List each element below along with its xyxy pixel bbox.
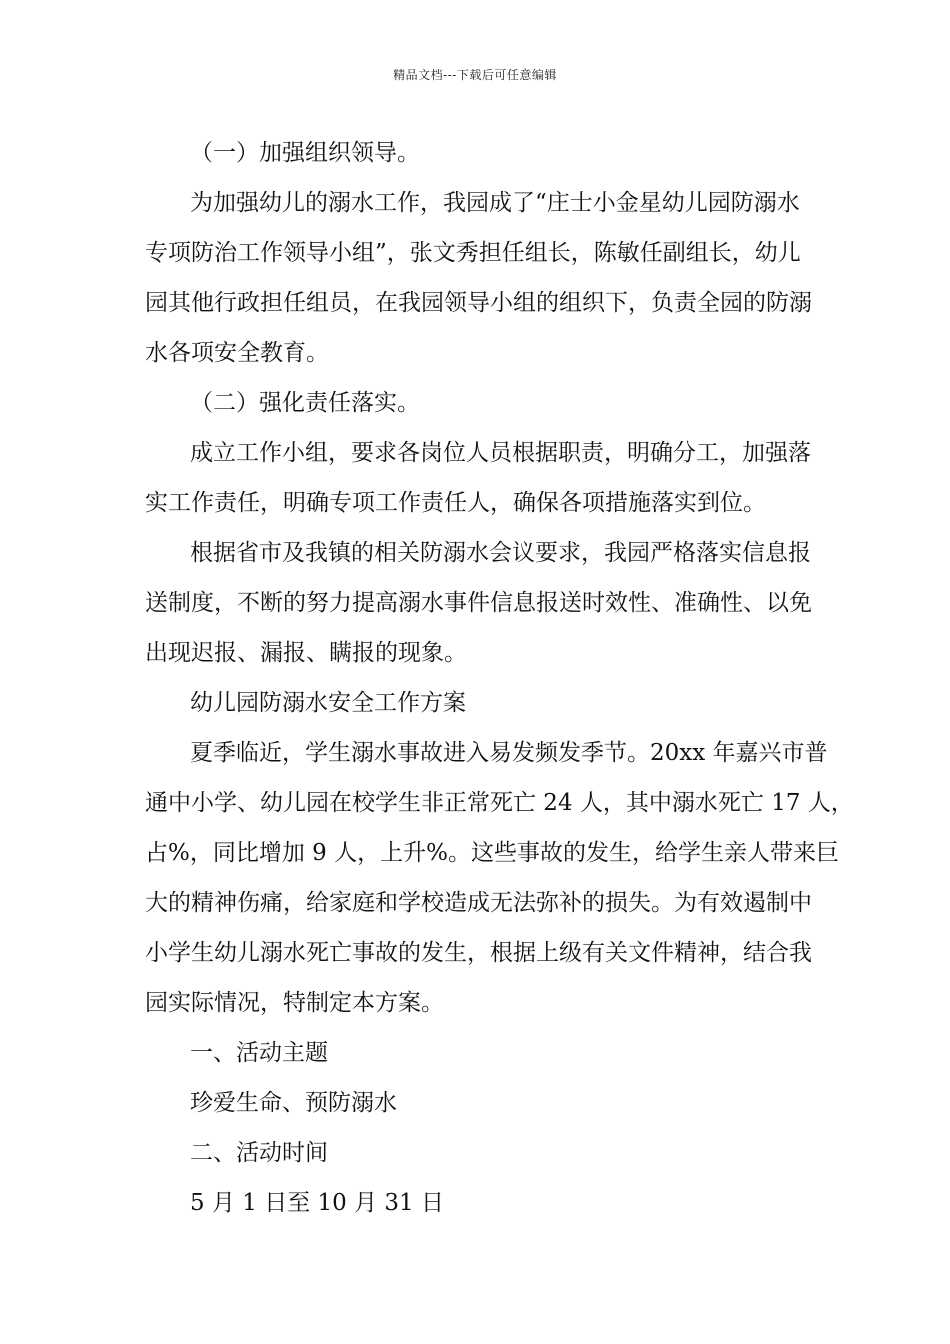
plan-title	[145, 678, 815, 728]
text-line: 珍爱生命、预防溺水	[190, 1090, 397, 1116]
text-line: 一、活动主题	[190, 1040, 328, 1066]
text-line: 二、活动时间	[190, 1140, 328, 1166]
paragraph-leadership-group	[145, 178, 815, 378]
text-line: 园实际情况，特制定本方案。	[145, 990, 444, 1016]
text-line: （一）加强组织领导。	[190, 140, 420, 166]
text-line: 夏季临近，学生溺水事故进入易发频发季节。20xx 年嘉兴市普	[190, 740, 828, 766]
text-line: 占%，同比增加 9 人，上升%。这些事故的发生，给学生亲人带来巨	[145, 840, 839, 866]
text-line: 根据省市及我镇的相关防溺水会议要求，我园严格落实信息报	[190, 540, 811, 566]
section-heading-theme	[145, 1028, 815, 1078]
paragraph-reporting	[145, 528, 815, 678]
text-line: 出现迟报、漏报、瞒报的现象。	[145, 640, 467, 666]
text-line: 幼儿园防溺水安全工作方案	[190, 690, 466, 716]
text-line: （二）强化责任落实。	[190, 390, 420, 416]
section-heading-organize	[145, 128, 815, 178]
text-line: 专项防治工作领导小组”，张文秀担任组长，陈敏任副组长，幼儿	[145, 240, 801, 266]
text-line: 大的精神伤痛，给家庭和学校造成无法弥补的损失。为有效遏制中	[145, 890, 812, 916]
section-heading-time	[145, 1128, 815, 1178]
theme-text	[145, 1078, 815, 1128]
document-body	[145, 128, 854, 1228]
text-line: 送制度，不断的努力提高溺水事件信息报送时效性、准确性、以免	[145, 590, 812, 616]
text-line: 为加强幼儿的溺水工作，我园成了“庄士小金星幼儿园防溺水	[190, 190, 800, 216]
text-line: 实工作责任，明确专项工作责任人，确保各项措施落实到位。	[145, 490, 766, 516]
text-line: 成立工作小组，要求各岗位人员根据职责，明确分工，加强落	[190, 440, 811, 466]
time-text	[145, 1178, 815, 1228]
text-line: 水各项安全教育。	[145, 340, 329, 366]
paragraph-work-group	[145, 428, 815, 528]
section-heading-responsibility	[145, 378, 815, 428]
paragraph-background	[145, 728, 854, 1028]
text-line: 5 月 1 日至 10 月 31 日	[190, 1190, 444, 1216]
page-header: 精品文档---下载后可任意编辑	[393, 68, 557, 82]
text-line: 园其他行政担任组员，在我园领导小组的组织下，负责全园的防溺	[145, 290, 812, 316]
text-line: 通中小学、幼儿园在校学生非正常死亡 24 人，其中溺水死亡 17 人，	[145, 790, 854, 816]
text-line: 小学生幼儿溺水死亡事故的发生，根据上级有关文件精神，结合我	[145, 940, 812, 966]
